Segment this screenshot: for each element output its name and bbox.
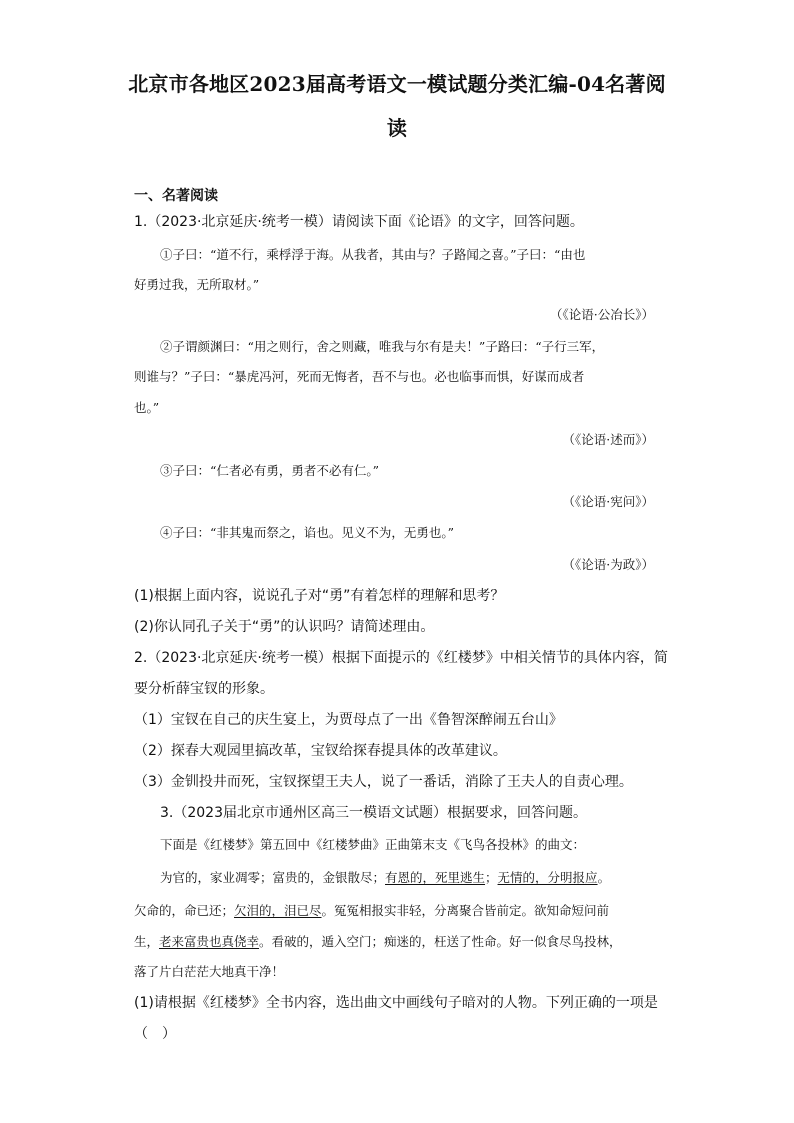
q2-item-3: （3）金钏投井而死，宝钗探望王夫人，说了一番话，消除了王夫人的自责心理。 bbox=[134, 774, 633, 790]
q1-passage-4-source: （《论语·为政》） bbox=[562, 557, 654, 572]
q2-header-line-1: 2.（2023·北京延庆·统考一模）根据下面提示的《红楼梦》中相关情节的具体内容，简 bbox=[134, 650, 668, 666]
q2-header-line-2: 要分析薛宝钗的形象。 bbox=[134, 681, 274, 697]
lyric-text: 为官的，家业凋零；富贵的，金银散尽； bbox=[160, 870, 386, 885]
lyric-text: 。看破的，遁入空门；痴迷的，枉送了性命。好一似食尽鸟投林， bbox=[259, 934, 622, 949]
q3-lyric-line-1 bbox=[160, 868, 610, 888]
q3-intro: 下面是《红楼梦》第五回中《红楼梦曲》正曲第末支《飞鸟各投林》的曲文： bbox=[160, 837, 586, 852]
q1-passage-1-source: （《论语·公冶长》） bbox=[550, 307, 654, 322]
underlined-phrase: 欠泪的，泪已尽 bbox=[234, 903, 322, 918]
q1-passage-3-line-1: ③子曰：“仁者必有勇，勇者不必有仁。” bbox=[160, 463, 380, 478]
q1-passage-1-line-2: 好勇过我，无所取材。” bbox=[134, 277, 260, 292]
q1-passage-2-line-3: 也。” bbox=[134, 400, 160, 415]
title-line-2: 读 bbox=[386, 116, 408, 140]
lyric-text: 欠命的，命已还； bbox=[134, 903, 235, 918]
underlined-phrase: 无情的，分明报应 bbox=[497, 870, 598, 885]
q1-passage-2-line-2: 则谁与？”子曰：“暴虎冯河，死而无悔者，吾不与也。必也临事而惧，好谋而成者 bbox=[134, 369, 585, 384]
lyric-text: 。 bbox=[597, 870, 611, 885]
underlined-phrase: 有恩的，死里逃生 bbox=[385, 870, 486, 885]
q1-passage-2-line-1: ②子谓颜渊曰：“用之则行，舍之则藏，唯我与尔有是夫！”子路曰：“子行三军， bbox=[160, 339, 605, 354]
q1-header: 1.（2023·北京延庆·统考一模）请阅读下面《论语》的文字，回答问题。 bbox=[134, 214, 584, 230]
q1-passage-4-line-1: ④子曰：“非其鬼而祭之，谄也。见义不为，无勇也。” bbox=[160, 525, 455, 540]
document-title bbox=[120, 62, 674, 150]
lyric-text: 。冤冤相报实非轻，分离聚合皆前定。欲知命短问前 bbox=[321, 903, 610, 918]
q3-header: 3.（2023届北京市通州区高三一模语文试题）根据要求，回答问题。 bbox=[160, 805, 587, 821]
q1-sub-question-1: (1)根据上面内容，说说孔子对“勇”有着怎样的理解和思考？ bbox=[134, 588, 505, 604]
q2-item-1: （1）宝钗在自己的庆生宴上，为贾母点了一出《鲁智深醉闹五台山》 bbox=[134, 712, 563, 728]
q3-lyric-line-4: 落了片白茫茫大地真干净！ bbox=[134, 964, 285, 979]
section-heading: 一、名著阅读 bbox=[134, 188, 218, 204]
title-line-1: 北京市各地区2023届高考语文一模试题分类汇编-04名著阅 bbox=[128, 72, 666, 96]
q1-sub-question-2: (2)你认同孔子关于“勇”的认识吗？请简述理由。 bbox=[134, 619, 435, 635]
lyric-text: ； bbox=[485, 870, 498, 885]
q3-sub-question-1-line-1: (1)请根据《红楼梦》全书内容，选出曲文中画线句子暗对的人物。下列正确的一项是 bbox=[134, 995, 658, 1011]
q1-passage-3-source: （《论语·宪问》） bbox=[562, 494, 654, 509]
q3-answer-blank[interactable]: （ ） bbox=[134, 1026, 176, 1042]
q1-passage-1-line-1: ①子曰：“道不行，乘桴浮于海。从我者，其由与？子路闻之喜。”子曰：“由也 bbox=[160, 247, 586, 262]
q2-item-2: （2）探春大观园里搞改革，宝钗给探春提具体的改革建议。 bbox=[134, 743, 507, 759]
q3-lyric-line-3 bbox=[134, 932, 622, 952]
q3-lyric-line-2 bbox=[134, 901, 609, 921]
underlined-phrase: 老来富贵也真侥幸 bbox=[159, 934, 260, 949]
q1-passage-2-source: （《论语·述而》） bbox=[562, 432, 654, 447]
lyric-text: 生， bbox=[134, 934, 160, 949]
